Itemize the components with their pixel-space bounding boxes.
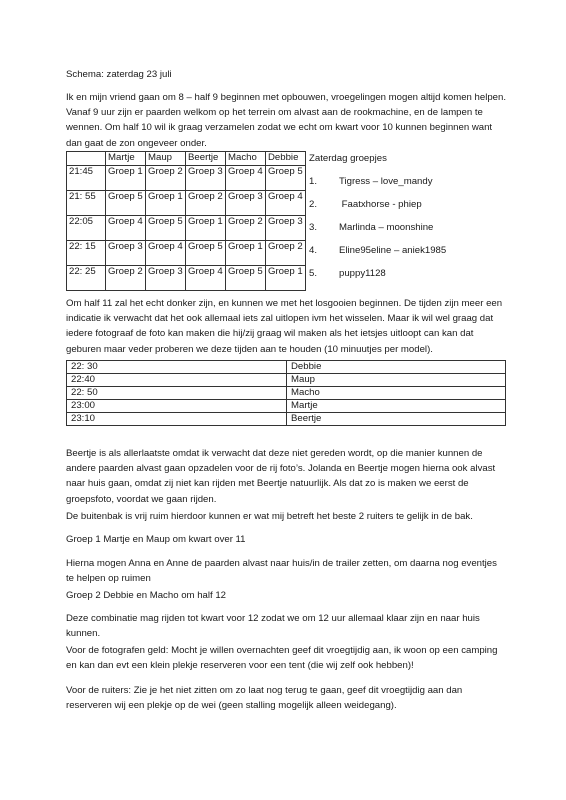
schedule-cell: Groep 4 <box>266 191 306 216</box>
schedule-cell: Groep 3 <box>226 191 266 216</box>
schedule-row <box>67 216 306 241</box>
schedule-cell: Groep 3 <box>106 241 146 266</box>
groups-title: Zaterdag groepjes <box>309 153 387 164</box>
time-cell: 22: 50 <box>67 387 287 400</box>
schedule-cell: Groep 4 <box>106 216 146 241</box>
schedule-cell: Groep 4 <box>146 241 186 266</box>
schedule-table <box>66 151 306 291</box>
time-table-row <box>67 374 506 387</box>
schedule-time-cell: 21:45 <box>67 166 106 191</box>
name-cell: Macho <box>287 387 506 400</box>
schedule-cell: Groep 1 <box>266 266 306 291</box>
schedule-cell: Groep 3 <box>266 216 306 241</box>
schedule-row <box>67 166 306 191</box>
group-number: 5. <box>309 268 318 279</box>
time-cell: 22:40 <box>67 374 287 387</box>
schedule-cell: Groep 3 <box>186 166 226 191</box>
schedule-cell: Groep 4 <box>186 266 226 291</box>
schedule-cell: Groep 2 <box>226 216 266 241</box>
schedule-cell: Groep 2 <box>106 266 146 291</box>
paragraph-groep1: Groep 1 Martje en Maup om kwart over 11 <box>66 534 246 545</box>
paragraph-fotografen: Voor de fotografen geld: Mocht je willen overnachten geef dit vroegtijdig aan, ik woon op een camping en kan dan evt een klein plekje reserveren voor een tent (die wij zelf ook hebben)! <box>66 645 498 672</box>
group-number: 2. <box>309 199 318 210</box>
paragraph-beertje: Beertje is als allerlaatste omdat ik verwacht dat deze niet gereden wordt, op die manier kunnen de andere paarden alvast gaan opzadelen voor de rij foto’s. Jolanda en Beertje mogen hierna ook alvast naar huis gaan, omdat zij niet kan rijden met Beertje natuurlijk. Als dat zo is maken we eerst de groepsfoto, voordat we gaan rijden. <box>66 448 496 505</box>
schedule-cell: Groep 1 <box>106 166 146 191</box>
schedule-header-cell: Debbie <box>266 152 306 166</box>
time-cell: 23:10 <box>67 413 287 426</box>
schedule-cell: Groep 1 <box>146 191 186 216</box>
schedule-row <box>67 266 306 291</box>
time-table-row <box>67 413 506 426</box>
schedule-cell: Groep 5 <box>226 266 266 291</box>
schedule-cell: Groep 5 <box>146 216 186 241</box>
time-cell: 23:00 <box>67 400 287 413</box>
group-members: Marlinda – moonshine <box>339 222 434 233</box>
schedule-time-cell: 22: 15 <box>67 241 106 266</box>
intro-paragraph: Ik en mijn vriend gaan om 8 – half 9 beginnen met opbouwen, vroegelingen mogen altijd komen helpen. Vanaf 9 uur zijn er paarden welkom op het terrein om alvast aan de rookmachine, en de lampen te wennen. Om half 10 wil ik graag verzamelen zodat we echt om kwart voor 10 kunnen beginnen want dan gaat de zon ongeveer onder. <box>66 92 507 149</box>
group-members: Faatxhorse - phiep <box>339 199 422 210</box>
group-item <box>309 267 509 290</box>
schedule-header-cell: Macho <box>226 152 266 166</box>
schedule-time-cell: 21: 55 <box>67 191 106 216</box>
schedule-row <box>67 191 306 216</box>
time-table-row <box>67 400 506 413</box>
paragraph-groep2: Groep 2 Debbie en Macho om half 12 <box>66 590 226 601</box>
schedule-header-cell <box>67 152 106 166</box>
group-number: 4. <box>309 245 318 256</box>
time-cell: 22: 30 <box>67 361 287 374</box>
schedule-header-cell: Maup <box>146 152 186 166</box>
document-heading: Schema: zaterdag 23 juli <box>66 69 172 80</box>
schedule-cell: Groep 2 <box>186 191 226 216</box>
time-table <box>66 360 506 426</box>
paragraph-ruiters: Voor de ruiters: Zie je het niet zitten om zo laat nog terug te gaan, geef dit vroegtijdig aan dan reserveren wij een plekje op de wei (geen stalling mogelijk alleen weidegang). <box>66 685 463 712</box>
paragraph-hierna: Hierna mogen Anna en Anne de paarden alvast naar huis/in de trailer zetten, om daarna nog eventjes te helpen op ruimen <box>66 558 497 585</box>
time-table-row <box>67 387 506 400</box>
group-item <box>309 175 509 198</box>
name-cell: Beertje <box>287 413 506 426</box>
group-number: 1. <box>309 176 318 187</box>
time-table-row <box>67 361 506 374</box>
schedule-time-cell: 22:05 <box>67 216 106 241</box>
schedule-time-cell: 22: 25 <box>67 266 106 291</box>
name-cell: Maup <box>287 374 506 387</box>
group-item <box>309 244 509 267</box>
group-item <box>309 221 509 244</box>
group-number: 3. <box>309 222 318 233</box>
groups-list <box>309 152 509 290</box>
schedule-header-cell: Beertje <box>186 152 226 166</box>
schedule-cell: Groep 5 <box>186 241 226 266</box>
paragraph-losgooien: Om half 11 zal het echt donker zijn, en kunnen we met het losgooien beginnen. De tijden zijn meer een indicatie ik verwacht dat het ook allemaal iets zal uitlopen ivm het wisselen. Maar ik wil wel graag dat iedere fotograaf de foto kan maken die hij/zij graag wil maken als het ietsjes uitloopt can kan dat geburen maar veder proberen we deze tijden aan te houden (10 minuutjes per model). <box>66 298 503 355</box>
schedule-cell: Groep 5 <box>266 166 306 191</box>
group-members: Tigress – love_mandy <box>339 176 433 187</box>
schedule-cell: Groep 4 <box>226 166 266 191</box>
schedule-cell: Groep 1 <box>186 216 226 241</box>
schedule-header-cell: Martje <box>106 152 146 166</box>
name-cell: Debbie <box>287 361 506 374</box>
schedule-cell: Groep 2 <box>146 166 186 191</box>
schedule-cell: Groep 1 <box>226 241 266 266</box>
name-cell: Martje <box>287 400 506 413</box>
paragraph-buitenbak: De buitenbak is vrij ruim hierdoor kunnen er wat mij betreft het beste 2 ruiters te gelijk in de bak. <box>66 511 473 522</box>
schedule-cell: Groep 5 <box>106 191 146 216</box>
paragraph-combinatie: Deze combinatie mag rijden tot kwart voor 12 zodat we om 12 uur allemaal klaar zijn en naar huis kunnen. <box>66 613 480 640</box>
schedule-cell: Groep 3 <box>146 266 186 291</box>
group-members: Eline95eline – aniek1985 <box>339 245 447 256</box>
schedule-row <box>67 241 306 266</box>
schedule-header-row <box>67 152 306 166</box>
group-item <box>309 198 509 221</box>
group-members: puppy1128 <box>339 268 386 279</box>
schedule-cell: Groep 2 <box>266 241 306 266</box>
